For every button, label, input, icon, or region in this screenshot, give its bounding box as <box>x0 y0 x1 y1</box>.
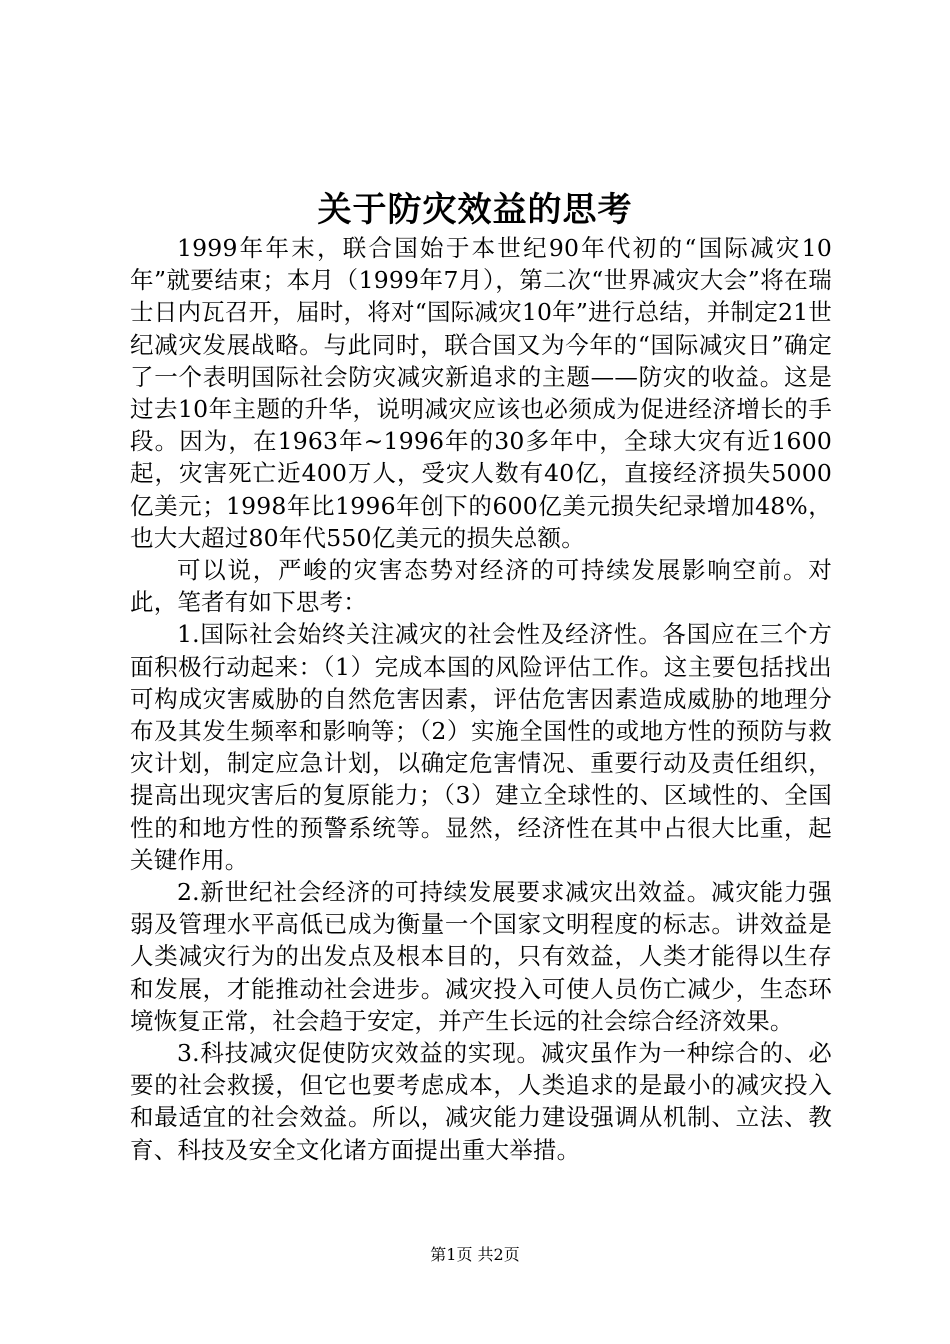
document-title: 关于防灾效益的思考 <box>317 190 633 230</box>
paragraph-point-1: 1.国际社会始终关注减灾的社会性及经济性。各国应在三个方面积极行动起来：（1）完成本国的风险评估工作。这主要包括找出可构成灾害威胁的自然危害因素，评估危害因素造成威胁的地理分布及其发生频率和影响等；（2）实施全国性的或地方性的预防与救灾计划，制定应急计划，以确定危害情况、重要行动及责任组织，提高出现灾害后的复原能力；（3）建立全球性的、区域性的、全国性的和地方性的预警系统等。显然，经济性在其中占很大比重，起关键作用。 <box>130 620 832 874</box>
paragraph-intro: 1999年年末，联合国始于本世纪90年代初的“国际减灾10年”就要结束；本月（1999年7月），第二次“世界减灾大会”将在瑞士日内瓦召开，届时，将对“国际减灾10年”进行总结，并制定21世纪减灾发展战略。与此同时，联合国又为今年的“国际减灾日”确定了一个表明国际社会防灾减灾新追求的主题——防灾的收益。这是过去10年主题的升华，说明减灾应该也必须成为促进经济增长的手段。因为，在1963年~1996年的30多年中，全球大灾有近1600起，灾害死亡近400万人，受灾人数有40亿，直接经济损失5000亿美元；1998年比1996年创下的600亿美元损失纪录增加48%，也大大超过80年代550亿美元的损失总额。 <box>130 234 832 552</box>
paragraph-point-2: 2.新世纪社会经济的可持续发展要求减灾出效益。减灾能力强弱及管理水平高低已成为衡量一个国家文明程度的标志。讲效益是人类减灾行为的出发点及根本目的，只有效益，人类才能得以生存和发展，才能推动社会进步。减灾投入可使人员伤亡减少，生态环境恢复正常，社会趋于安定，并产生长远的社会综合经济效果。 <box>130 878 832 1035</box>
page-footer: 第1页 共2页 <box>430 1245 520 1264</box>
paragraph-point-3: 3.科技减灾促使防灾效益的实现。减灾虽作为一种综合的、必要的社会救援，但它也要考虑成本，人类追求的是最小的减灾投入和最适宜的社会效益。所以，减灾能力建设强调从机制、立法、教育、科技及安全文化诸方面提出重大举措。 <box>130 1039 832 1164</box>
paragraph-reflection: 可以说，严峻的灾害态势对经济的可持续发展影响空前。对此，笔者有如下思考： <box>130 556 832 617</box>
document-body <box>130 232 832 1166</box>
